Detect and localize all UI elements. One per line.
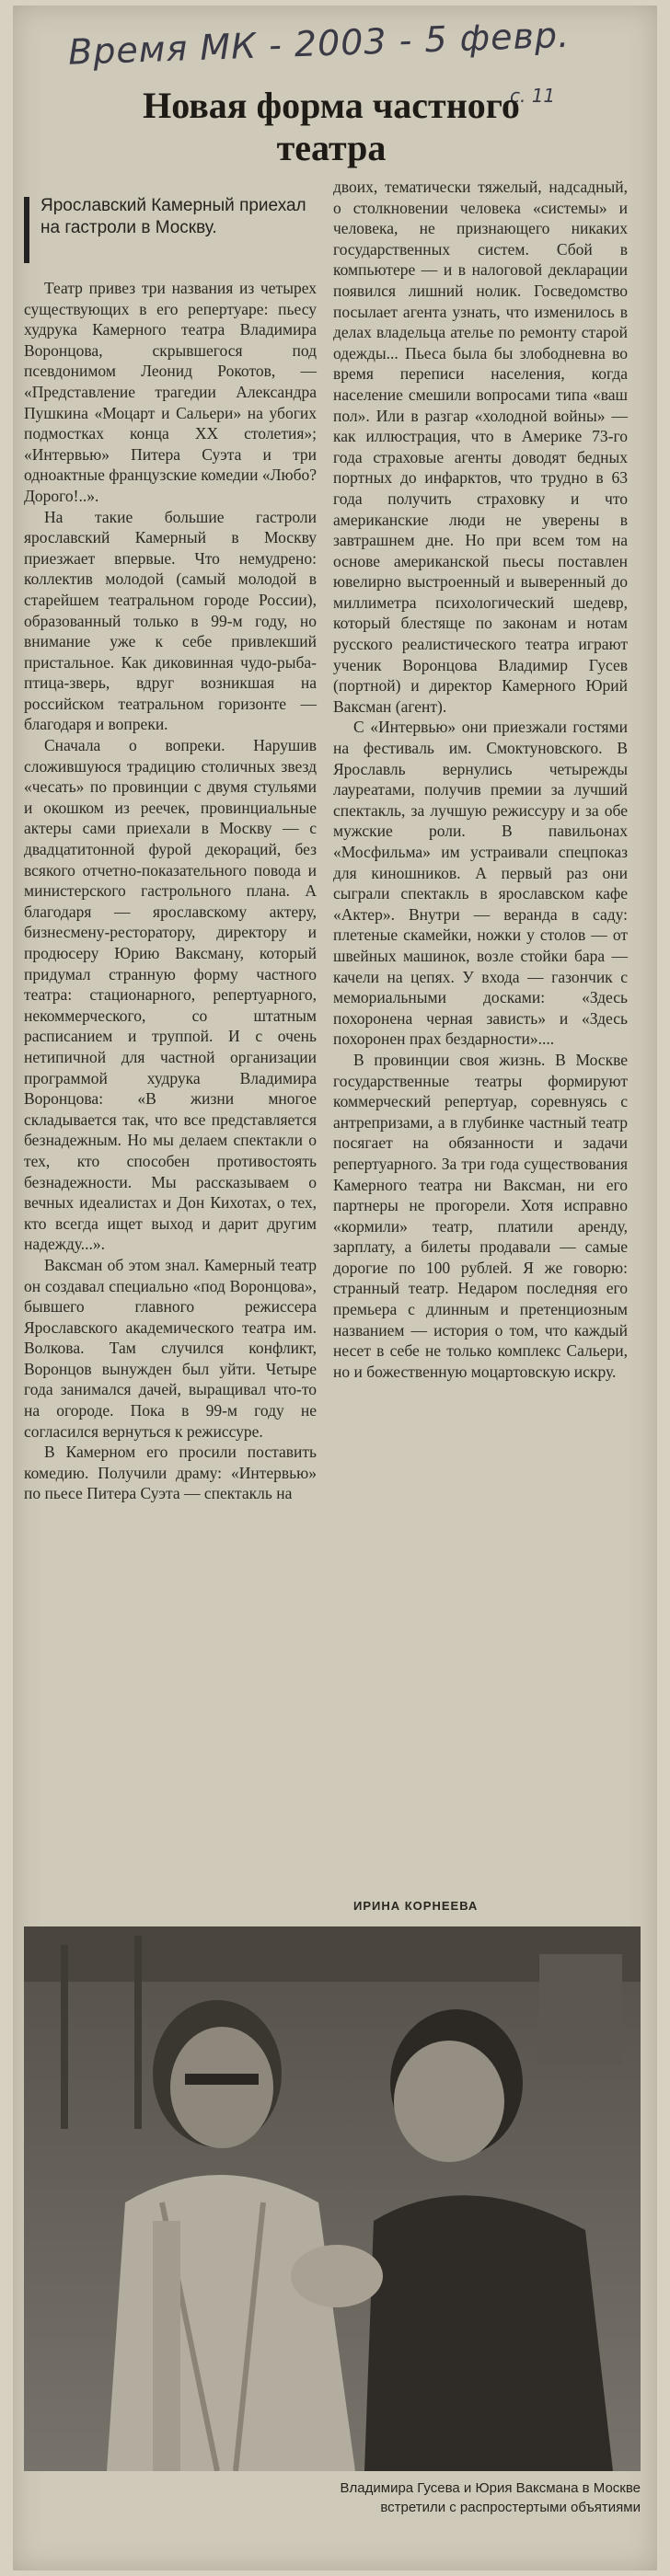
lead-marker [24,197,29,263]
handwritten-source-note: Время МК - 2003 - 5 февр. [67,14,571,73]
caption-line: встретили с распростертыми объятиями [380,2500,641,2515]
paragraph: Ваксман об этом знал. Камерный театр он создавал специально «под Воронцова», бывшего главного режиссера Ярославского академического театра им. Волкова. Там случился конфликт, Воронцов вынужден был уйти. Четыре года занимался дачей, выращивал что-то на огороде. Пока в 99-м году не согласился вернуться к режиссуре. [24,1255,317,1441]
paragraph: В провинции своя жизнь. В Москве государственные театры формируют коммерческий репертуар, соревнуясь с антрепризами, а в глубинке частный театр посягает на обязанности и задачи репертуарного. За три года существования Камерного театра ни Ваксман, ни его партнеры не прогорели. Хотя исправно «кормили» театр, платили аренду, зарплату, а билеты продавали — самые дорогие по 100 рублей. Я же говорю: странный театр. Недаром последняя его премьера с длинным и претенциозным названием — история о том, что каждый несет в себе не только комплекс Сальери, но и божественную моцартовскую искру. [333,1050,628,1381]
paragraph: С «Интервью» они приезжали гостями на фестиваль им. Смоктуновского. В Ярославль вернулись четырежды лауреатами, получив премии за лучший спектакль, за лучшую режиссуру и за обе мужские роли. В павильонах «Мосфильма» им устраивали спецпоказ для киношников. А первый раз они сыграли спектакль в ярославском кафе «Актер». Внутри — веранда в саду: плетеные скамейки, ножки у столов — от швейных машинок, возле стойки бара — качели на цепях. У входа — газончик с мемориальными досками: «Здесь похоронена черная зависть» и «Здесь похоронен прах бездарности».... [333,718,628,1049]
paragraph: Сначала о вопреки. Нарушив сложившуюся традицию столичных звезд «чесать» по провинции с двумя стульями и окошком из реечек, провинциальные актеры сами приехали в Москву — с двадцатитонной фурой декораций, без всякого отчетно-показательного повода и министерского гастрольного плана. А благодаря — ярославскому актеру, бизнесмену-ресторатору, директору и продюсеру Юрию Ваксману, который придумал странную форму частного театра: стационарного, репертуарного, некоммерческого, со штатным расписанием и труппой. И с очень нетипичной для частной организации программой худрука Владимира Воронцова: «В жизни многое складывается так, что все представляется безнадежным. Но мы делаем спектакли о тех, кто способен противостоять безнадежности. Мы рассказываем о вечных идеалистах и Дон Кихотах, о тех, кто всегда ищет выход и дарит другим надежду...». [24,736,317,1254]
article-column-left [24,278,317,1504]
lead-text: Ярославский Камерный приехал на гастроли в Москву. [40,196,306,237]
article-photo [24,1926,641,2471]
caption-line: Владимира Гусева и Юрия Ваксмана в Москве [340,2480,641,2496]
author-byline: ИРИНА КОРНЕЕВА [353,1899,479,1913]
paragraph: двоих, тематически тяжелый, надсадный, о столкновении человека «системы» и человека, не признающего никаких государственных систем. Сбой в компьютере — и в налоговой декларации появился лишний нолик. Госведомство посылает агента узнать, что изменилось в делах владельца ателье по ремонту старой одежды... Пьеса была бы злободневна во время переписи населения, когда население смешили вопросами типа «ваш пол». Или в разгар «холодной войны» — как иллюстрация, что в Америке 73-го года страховые агенты доводят бедных портных до инфарктов, что трудно в 63 года получить страховку и что американские люди не уверены в завтрашнем дне. Но при всем том на основе американской пьесы поставлен ювелирно выстроенный и выверенный до миллиметра психологический шедевр, который блестяще по законам и нотам русского реалистического театра играют ученик Воронцова Владимир Гусев (портной) и директор Камерного Юрий Ваксман (агент). [333,178,628,716]
paragraph: В Камерном его просили поставить комедию. Получили драму: «Интервью» по пьесе Питера Суэта — спектакль на [24,1443,317,1503]
photo-illustration [24,1926,641,2471]
photo-caption [24,2478,641,2517]
paragraph: Театр привез три названия из четырех существующих в его репертуаре: пьесу худрука Камерного театра Владимира Воронцова, скрывшегося под псевдонимом Леонид Рокотов, — «Представление трагедии Александра Пушкина «Моцарт и Сальери» на убогих подмостках конца XX столетия»; «Интервью» Питера Суэта и три одноактные французские комедии «Любо? Дорого!..». [24,279,318,505]
article-column-right [333,177,628,1382]
headline: Новая форма частного театра [143,85,520,168]
paragraph: На такие большие гастроли ярославский Камерный в Москву приезжает впервые. Что немудрено: коллектив молодой (самый молодой в старейшем театральном городе России), образованный только в 99-м году, но внимание уже к себе привлекший пристальное. Как диковинная чудо-рыба-птица-зверь, вдруг возникшая на российском театральном горизонте — благодаря и вопреки. [24,507,317,734]
handwritten-page-note: с. 11 [510,85,556,107]
